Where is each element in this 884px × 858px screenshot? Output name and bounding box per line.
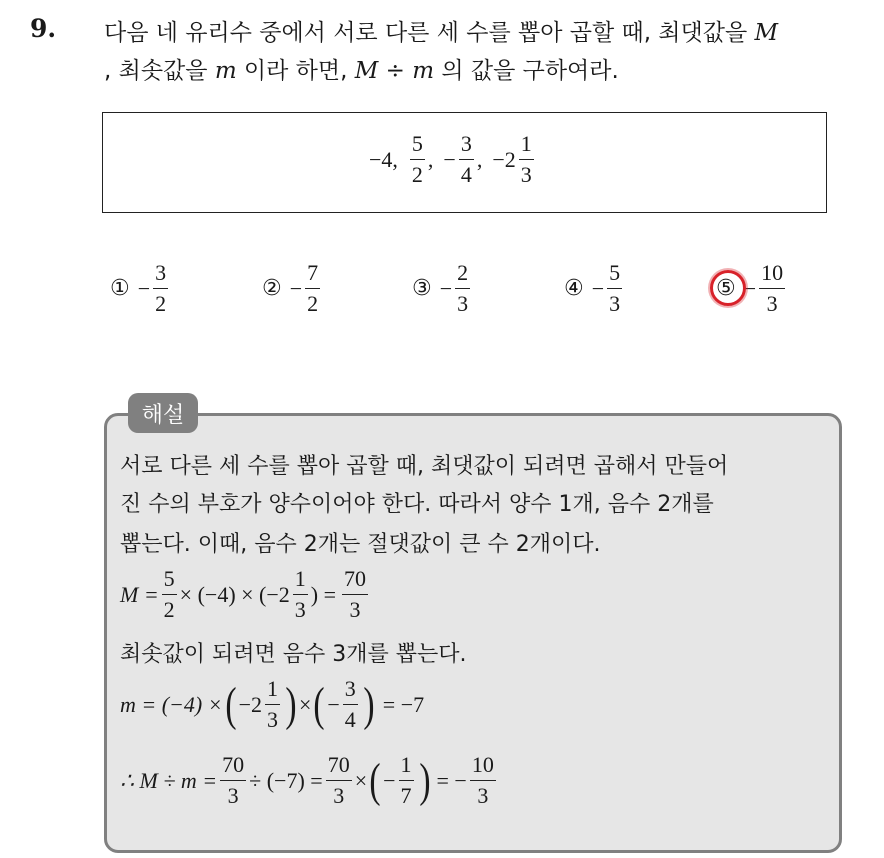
eq3-frac4 (470, 754, 496, 807)
given-d-whole: −2 (492, 146, 516, 172)
eq3-f3n: 1 (400, 752, 412, 777)
choice-5[interactable] (716, 262, 788, 315)
choice-3-frac (455, 262, 470, 315)
given-b (410, 133, 425, 186)
eq1-f1d: 2 (163, 597, 175, 623)
eq2-t3: − (327, 691, 340, 717)
eq3-frac3 (399, 754, 414, 807)
choice-3-sign: − (439, 275, 453, 301)
solution-line-2: 진 수의 부호가 양수이어야 한다. 따라서 양수 1개, 음수 2개를 (120, 492, 714, 517)
choice-4-mark: ④ (564, 276, 584, 302)
equation-min (120, 678, 424, 731)
solution-line-4: 최솟값이 되려면 음수 3개를 뽑는다. (120, 642, 467, 667)
eq3-f2n: 70 (327, 752, 350, 777)
eq1-frac2 (293, 568, 308, 621)
eq3-f2d: 3 (333, 783, 345, 809)
choice-3-den: 3 (457, 291, 469, 317)
question-expr: M ÷ m (354, 58, 435, 84)
eq1-t1: × (−4) × (−2 (179, 581, 290, 607)
eq2-f1d: 3 (266, 707, 278, 733)
choice-2[interactable] (262, 262, 323, 315)
equation-max (120, 568, 371, 621)
choice-5-mark-wrap (716, 276, 736, 301)
eq1-frac3 (342, 568, 368, 621)
choice-2-sign: − (289, 275, 303, 301)
eq2-paren-close-1: ) (285, 677, 297, 731)
choice-5-frac (759, 262, 785, 315)
question-line1: 다음 네 유리수 중에서 서로 다른 세 수를 뽑아 곱할 때, 최댓값을 (104, 20, 755, 46)
choice-2-num: 7 (307, 260, 319, 285)
choice-5-sign: − (743, 275, 757, 301)
given-numbers (369, 133, 537, 186)
given-d-num: 1 (520, 131, 532, 156)
var-M: M (754, 20, 779, 46)
eq3-frac1 (220, 754, 246, 807)
eq2-frac2 (343, 678, 358, 731)
eq1-f2d: 3 (294, 597, 306, 623)
question-line2a: , 최솟값을 (104, 58, 215, 84)
eq2-f2n: 3 (344, 676, 356, 701)
choice-3[interactable] (412, 262, 473, 315)
given-a: −4, (369, 146, 398, 172)
given-c-num: 3 (460, 131, 472, 156)
choice-4-sign: − (591, 275, 605, 301)
eq3-f1n: 70 (222, 752, 245, 777)
given-c-sign: − (443, 146, 456, 172)
eq3-t1: ÷ (−7) = (249, 767, 323, 793)
choice-4-frac (607, 262, 622, 315)
given-b-den: 2 (411, 162, 423, 188)
eq1-lhs: M = (120, 581, 159, 607)
eq1-t2: ) = (310, 581, 337, 607)
question-line2c: 의 값을 구하여라. (434, 58, 619, 84)
choice-1-num: 3 (155, 260, 167, 285)
given-d (519, 133, 534, 186)
choice-1-den: 2 (155, 291, 167, 317)
choice-4[interactable] (564, 262, 625, 315)
eq2-t1: −2 (238, 691, 262, 717)
eq3-t2: × (354, 767, 368, 793)
eq3-paren-close: ) (418, 753, 431, 807)
question-number: 9. (30, 14, 57, 43)
var-m: m (214, 58, 237, 84)
choice-5-mark: ⑤ (716, 276, 736, 302)
eq2-t4: = −7 (382, 691, 425, 717)
question-line2b: 이라 하면, (236, 58, 355, 84)
choice-2-mark: ② (262, 276, 282, 302)
eq1-frac1 (162, 568, 177, 621)
choice-2-frac (305, 262, 320, 315)
choice-2-den: 2 (307, 291, 319, 317)
selected-answer-circle (710, 270, 746, 306)
given-c-den: 4 (460, 162, 472, 188)
eq1-f3n: 70 (344, 566, 367, 591)
eq3-f1d: 3 (227, 783, 239, 809)
eq2-frac1 (265, 678, 280, 731)
equation-answer (120, 754, 499, 807)
choice-3-num: 2 (457, 260, 469, 285)
given-numbers-box (102, 112, 827, 213)
given-b-tail: , (427, 146, 434, 172)
given-d-den: 3 (520, 162, 532, 188)
given-b-num: 5 (411, 131, 423, 156)
eq3-f3d: 7 (400, 783, 412, 809)
eq1-f2n: 1 (294, 566, 306, 591)
eq2-f1n: 1 (266, 676, 278, 701)
solution-line-1: 서로 다른 세 수를 뽑아 곱할 때, 최댓값이 되려면 곱해서 만들어 (120, 454, 729, 479)
choice-1-frac (153, 262, 168, 315)
given-c-tail: , (476, 146, 483, 172)
choice-3-mark: ③ (412, 276, 432, 302)
choice-4-num: 5 (609, 260, 621, 285)
choice-1-mark: ① (110, 276, 130, 302)
question-text (104, 14, 874, 90)
eq1-f1n: 5 (163, 566, 175, 591)
choice-4-den: 3 (609, 291, 621, 317)
eq3-paren-open: ( (369, 753, 381, 807)
eq3-lhs: ∴ M ÷ m = (120, 767, 218, 793)
eq2-lhs: m = (−4) × (120, 691, 223, 717)
eq2-t2: × (298, 691, 312, 717)
eq2-paren-open-1: ( (224, 677, 237, 731)
choice-5-den: 3 (766, 291, 778, 317)
eq2-paren-close-2: ) (363, 677, 375, 731)
choice-1[interactable] (110, 262, 171, 315)
eq1-f3d: 3 (349, 597, 361, 623)
eq2-f2d: 4 (344, 707, 356, 733)
eq2-paren-open-2: ( (313, 677, 325, 731)
choice-5-num: 10 (761, 260, 784, 285)
eq3-frac2 (326, 754, 352, 807)
eq3-f4d: 3 (477, 783, 489, 809)
eq3-t4: = − (436, 767, 467, 793)
solution-tag: 해설 (128, 393, 198, 433)
choice-1-sign: − (137, 275, 151, 301)
eq3-f4n: 10 (471, 752, 494, 777)
solution-line-3: 뽑는다. 이때, 음수 2개는 절댓값이 큰 수 2개이다. (120, 532, 601, 557)
eq3-t3: − (383, 767, 396, 793)
given-c (459, 133, 474, 186)
